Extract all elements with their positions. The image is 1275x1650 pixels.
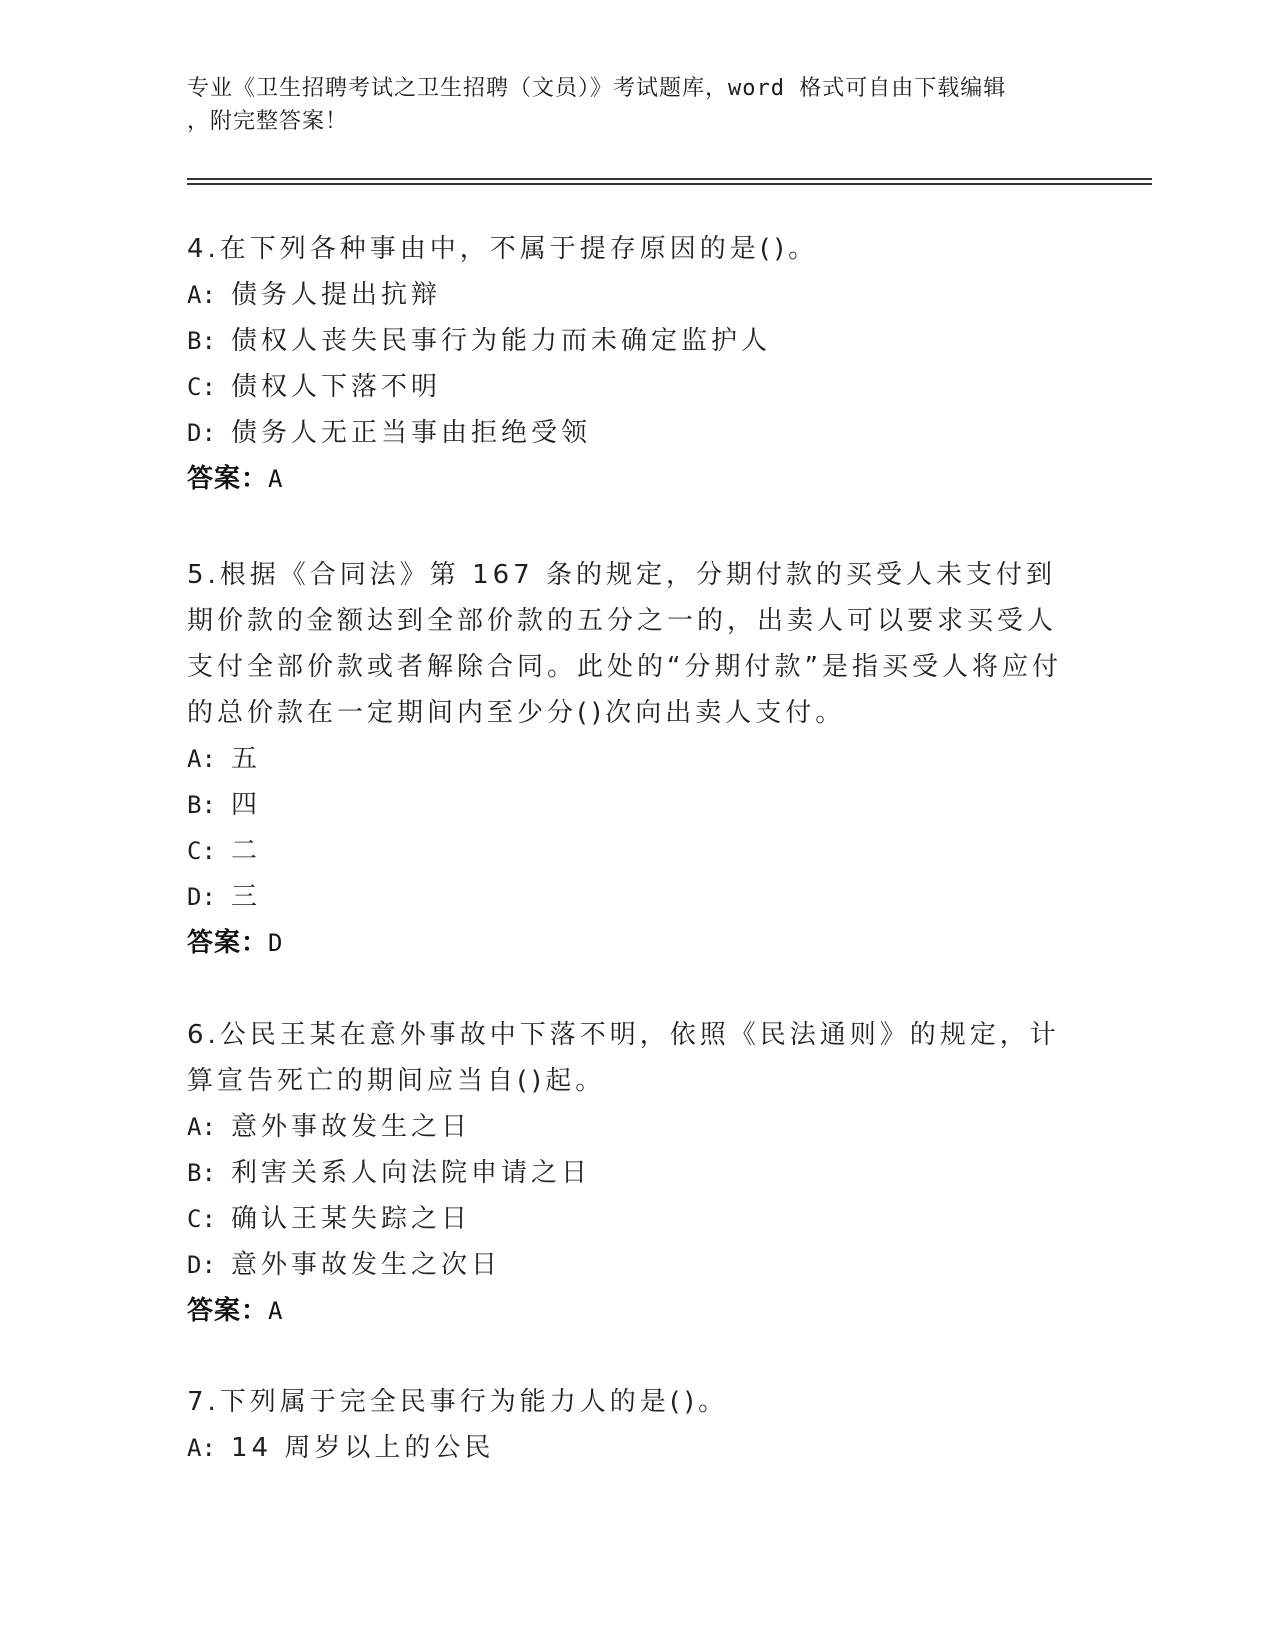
option-text: 意外事故发生之次日 bbox=[231, 1250, 502, 1280]
question-stem: 6.公民王某在意外事故中下落不明，依照《民法通则》的规定，计算宣告死亡的期间应当自()起。 bbox=[187, 1020, 1060, 1096]
answer-value: A bbox=[268, 1297, 284, 1325]
option-letter: D: bbox=[187, 883, 216, 911]
option-letter: C: bbox=[187, 1205, 216, 1233]
option-letter: A: bbox=[187, 745, 216, 773]
header-divider bbox=[187, 178, 1152, 180]
answer-label: 答案： bbox=[187, 1296, 269, 1326]
header-line-1: 专业《卫生招聘考试之卫生招聘（文员）》考试题库，word 格式可自由下载编辑 bbox=[187, 76, 1007, 101]
option-b bbox=[187, 318, 1067, 364]
answer-label: 答案： bbox=[187, 464, 269, 494]
option-letter: B: bbox=[187, 327, 216, 355]
option-letter: B: bbox=[187, 1159, 216, 1187]
option-text: 14 周岁以上的公民 bbox=[231, 1433, 495, 1463]
option-a bbox=[187, 736, 1067, 782]
option-b bbox=[187, 782, 1067, 828]
option-text: 债权人丧失民事行为能力而未确定监护人 bbox=[231, 326, 772, 356]
option-text: 二 bbox=[231, 836, 262, 866]
option-a bbox=[187, 1104, 1067, 1150]
option-text: 确认王某失踪之日 bbox=[231, 1204, 472, 1234]
answer-label: 答案： bbox=[187, 928, 269, 958]
option-d bbox=[187, 1242, 1067, 1288]
option-a bbox=[187, 272, 1067, 318]
option-d bbox=[187, 874, 1067, 920]
header-divider-double bbox=[187, 183, 1152, 185]
option-c bbox=[187, 828, 1067, 874]
option-d bbox=[187, 410, 1067, 456]
option-letter: C: bbox=[187, 373, 216, 401]
option-text: 五 bbox=[231, 744, 262, 774]
document-header bbox=[187, 72, 1067, 138]
question-4 bbox=[187, 226, 1067, 502]
question-5 bbox=[187, 552, 1067, 966]
header-line-2: ，附完整答案！ bbox=[187, 109, 349, 134]
option-letter: D: bbox=[187, 419, 216, 447]
option-c bbox=[187, 364, 1067, 410]
option-letter: B: bbox=[187, 791, 216, 819]
option-text: 债务人提出抗辩 bbox=[231, 280, 442, 310]
option-b bbox=[187, 1150, 1067, 1196]
question-stem: 7.下列属于完全民事行为能力人的是()。 bbox=[187, 1387, 729, 1417]
question-7 bbox=[187, 1379, 1067, 1471]
option-text: 四 bbox=[231, 790, 262, 820]
option-c bbox=[187, 1196, 1067, 1242]
answer-value: D bbox=[268, 929, 284, 957]
option-letter: A: bbox=[187, 281, 216, 309]
question-stem: 4.在下列各种事由中，不属于提存原因的是()。 bbox=[187, 234, 819, 264]
option-text: 债务人无正当事由拒绝受领 bbox=[231, 418, 592, 448]
option-letter: A: bbox=[187, 1434, 216, 1462]
option-a bbox=[187, 1425, 1067, 1471]
option-text: 债权人下落不明 bbox=[231, 372, 442, 402]
option-text: 意外事故发生之日 bbox=[231, 1112, 472, 1142]
answer-line bbox=[187, 456, 1067, 502]
option-letter: D: bbox=[187, 1251, 216, 1279]
answer-line bbox=[187, 920, 1067, 966]
option-letter: A: bbox=[187, 1113, 216, 1141]
answer-value: A bbox=[268, 465, 284, 493]
question-6 bbox=[187, 1012, 1067, 1334]
option-text: 三 bbox=[231, 882, 262, 912]
option-text: 利害关系人向法院申请之日 bbox=[231, 1158, 592, 1188]
option-letter: C: bbox=[187, 837, 216, 865]
question-stem: 5.根据《合同法》第 167 条的规定，分期付款的买受人未支付到期价款的金额达到全部价款的五分之一的，出卖人可以要求买受人支付全部价款或者解除合同。此处的“分期付款”是指买受人将应付的总价款在一定期间内至少分()次向出卖人支付。 bbox=[187, 560, 1062, 728]
answer-line bbox=[187, 1288, 1067, 1334]
